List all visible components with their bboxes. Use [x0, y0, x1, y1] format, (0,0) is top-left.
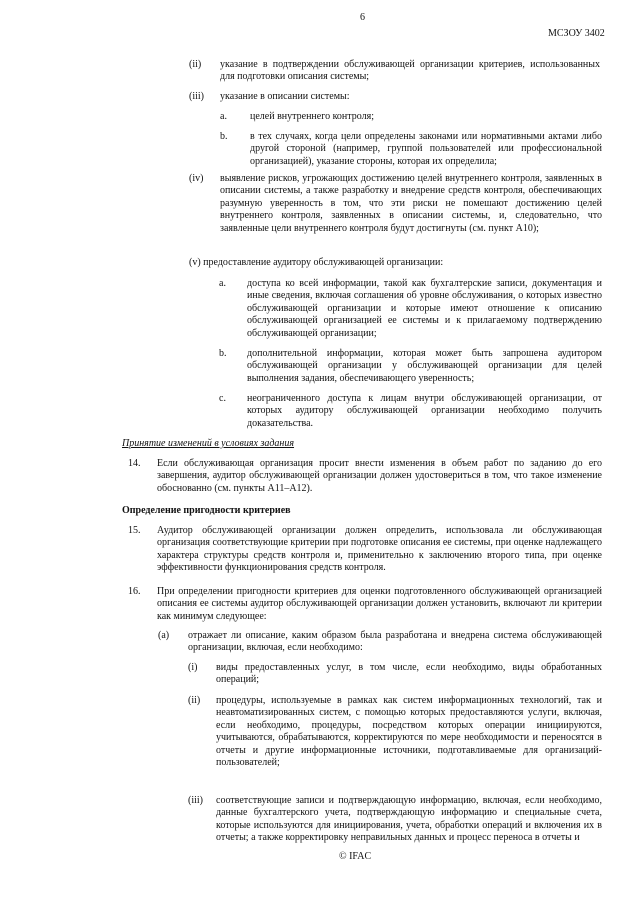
subitem-marker: (ii) — [188, 695, 201, 706]
document-code: МСЗОУ 3402 — [548, 28, 605, 39]
item-text: указание в подтверждении обслуживающей организации критериев, использованных для подготовки описания системы; — [220, 59, 600, 83]
subitem-marker: b. — [219, 348, 227, 359]
subitem-marker: a. — [219, 278, 226, 289]
item-text: (v) предоставление аудитору обслуживающей организации: — [189, 257, 444, 268]
item-text: указание в описании системы: — [220, 91, 350, 102]
subitem-marker: (iii) — [188, 795, 203, 806]
item-marker: (ii) — [189, 59, 202, 70]
subitem-marker: c. — [219, 393, 226, 404]
section-heading: Определение пригодности критериев — [122, 505, 291, 516]
subitem-marker: a. — [220, 111, 227, 122]
paragraph-text: Аудитор обслуживающей организации должен определить, использовала ли обслуживающая организация соответствующие критерии при подготовке описания ее системы, при оценке надлежащего характера структуры средств контроля и, применительно к заключению второго типа, при оценке эффективности функционирования средств контроля. — [157, 525, 602, 574]
subitem-text: неограниченного доступа к лицам внутри обслуживающей организации, от которых аудитору обслуживающей организации необходимо получить доказательства. — [247, 393, 602, 429]
item-marker: (a) — [158, 630, 170, 641]
paragraph-text: При определении пригодности критериев для оценки подготовленного обслуживающей организацией описания ее системы аудитор обслуживающей организации должен установить, включают ли критерии как минимум следующее: — [157, 586, 602, 622]
footer-copyright: © IFAC — [339, 851, 372, 862]
item-marker: (iv) — [189, 173, 204, 184]
subitem-text: виды предоставленных услуг, в том числе, если необходимо, виды обработанных операций; — [216, 662, 602, 686]
item-text: выявление рисков, угрожающих достижению целей внутреннего контроля, заявленных в описании системы, а также разработку и внедрение средств контроля, обеспечивающих разумную уверенность в том, что эти риски не помешают достижению целей внутреннего контроля, заявленных в описании системы, и, следовательно, что заявленные цели внутреннего контроля будут достигнуты (см. пункт A10); — [220, 173, 602, 234]
subitem-text: дополнительной информации, которая может быть запрошена аудитором обслуживающей организации у обслуживающей организации для целей выполнения задания, обеспечивающего уверенность; — [247, 348, 602, 384]
paragraph-number: 15. — [128, 525, 141, 536]
item-marker: (iii) — [189, 91, 204, 102]
subitem-marker: (i) — [188, 662, 198, 673]
subitem-text: процедуры, используемые в рамках как систем информационных технологий, так и неавтоматизированных систем, с помощью которых предоставляются услуги, включая, если необходимо, процедуры, посредством которых операции инициируются, учитываются, обрабатываются, корректируются по мере необходимости и переносятся в отчеты и другие информационные источники, подготавливаемые для организаций-пользователей; — [216, 695, 602, 769]
subitem-text: в тех случаях, когда цели определены законами или нормативными актами либо другой стороной (например, группой пользователей или профессиональной организацией), указание стороны, которая их определила; — [250, 131, 602, 167]
paragraph-text: Если обслуживающая организация просит внести изменения в объем работ по заданию до его завершения, аудитор обслуживающей организации должен удостовериться в том, что такое изменение обоснованно (см. пункты A11–A12). — [157, 458, 602, 494]
subitem-text: соответствующие записи и подтверждающую информацию, включая, если необходимо, данные бухгалтерского учета, подтверждающую информацию и специальные счета, которые используются для инициирования, учета, обработки операций и включения их в отчеты; а также корректировку неправильных данных и процесс переноса в отчеты и — [216, 795, 602, 844]
paragraph-number: 16. — [128, 586, 141, 597]
page-number: 6 — [360, 12, 365, 23]
item-text: отражает ли описание, каким образом была разработана и внедрена система обслуживающей организации, включая, если необходимо: — [188, 630, 602, 654]
subitem-text: целей внутреннего контроля; — [250, 111, 374, 122]
paragraph-number: 14. — [128, 458, 141, 469]
subitem-marker: b. — [220, 131, 228, 142]
section-heading: Принятие изменений в условиях задания — [122, 438, 295, 449]
subitem-text: доступа ко всей информации, такой как бухгалтерские записи, документация и иные сведения, включая соглашения об уровне обслуживания, о которых известно обслуживающей организации и которые имеют отношение к описанию обслуживающей организацией ее системы и к прилагаемому подтверждению обслуживающей организации; — [247, 278, 602, 339]
